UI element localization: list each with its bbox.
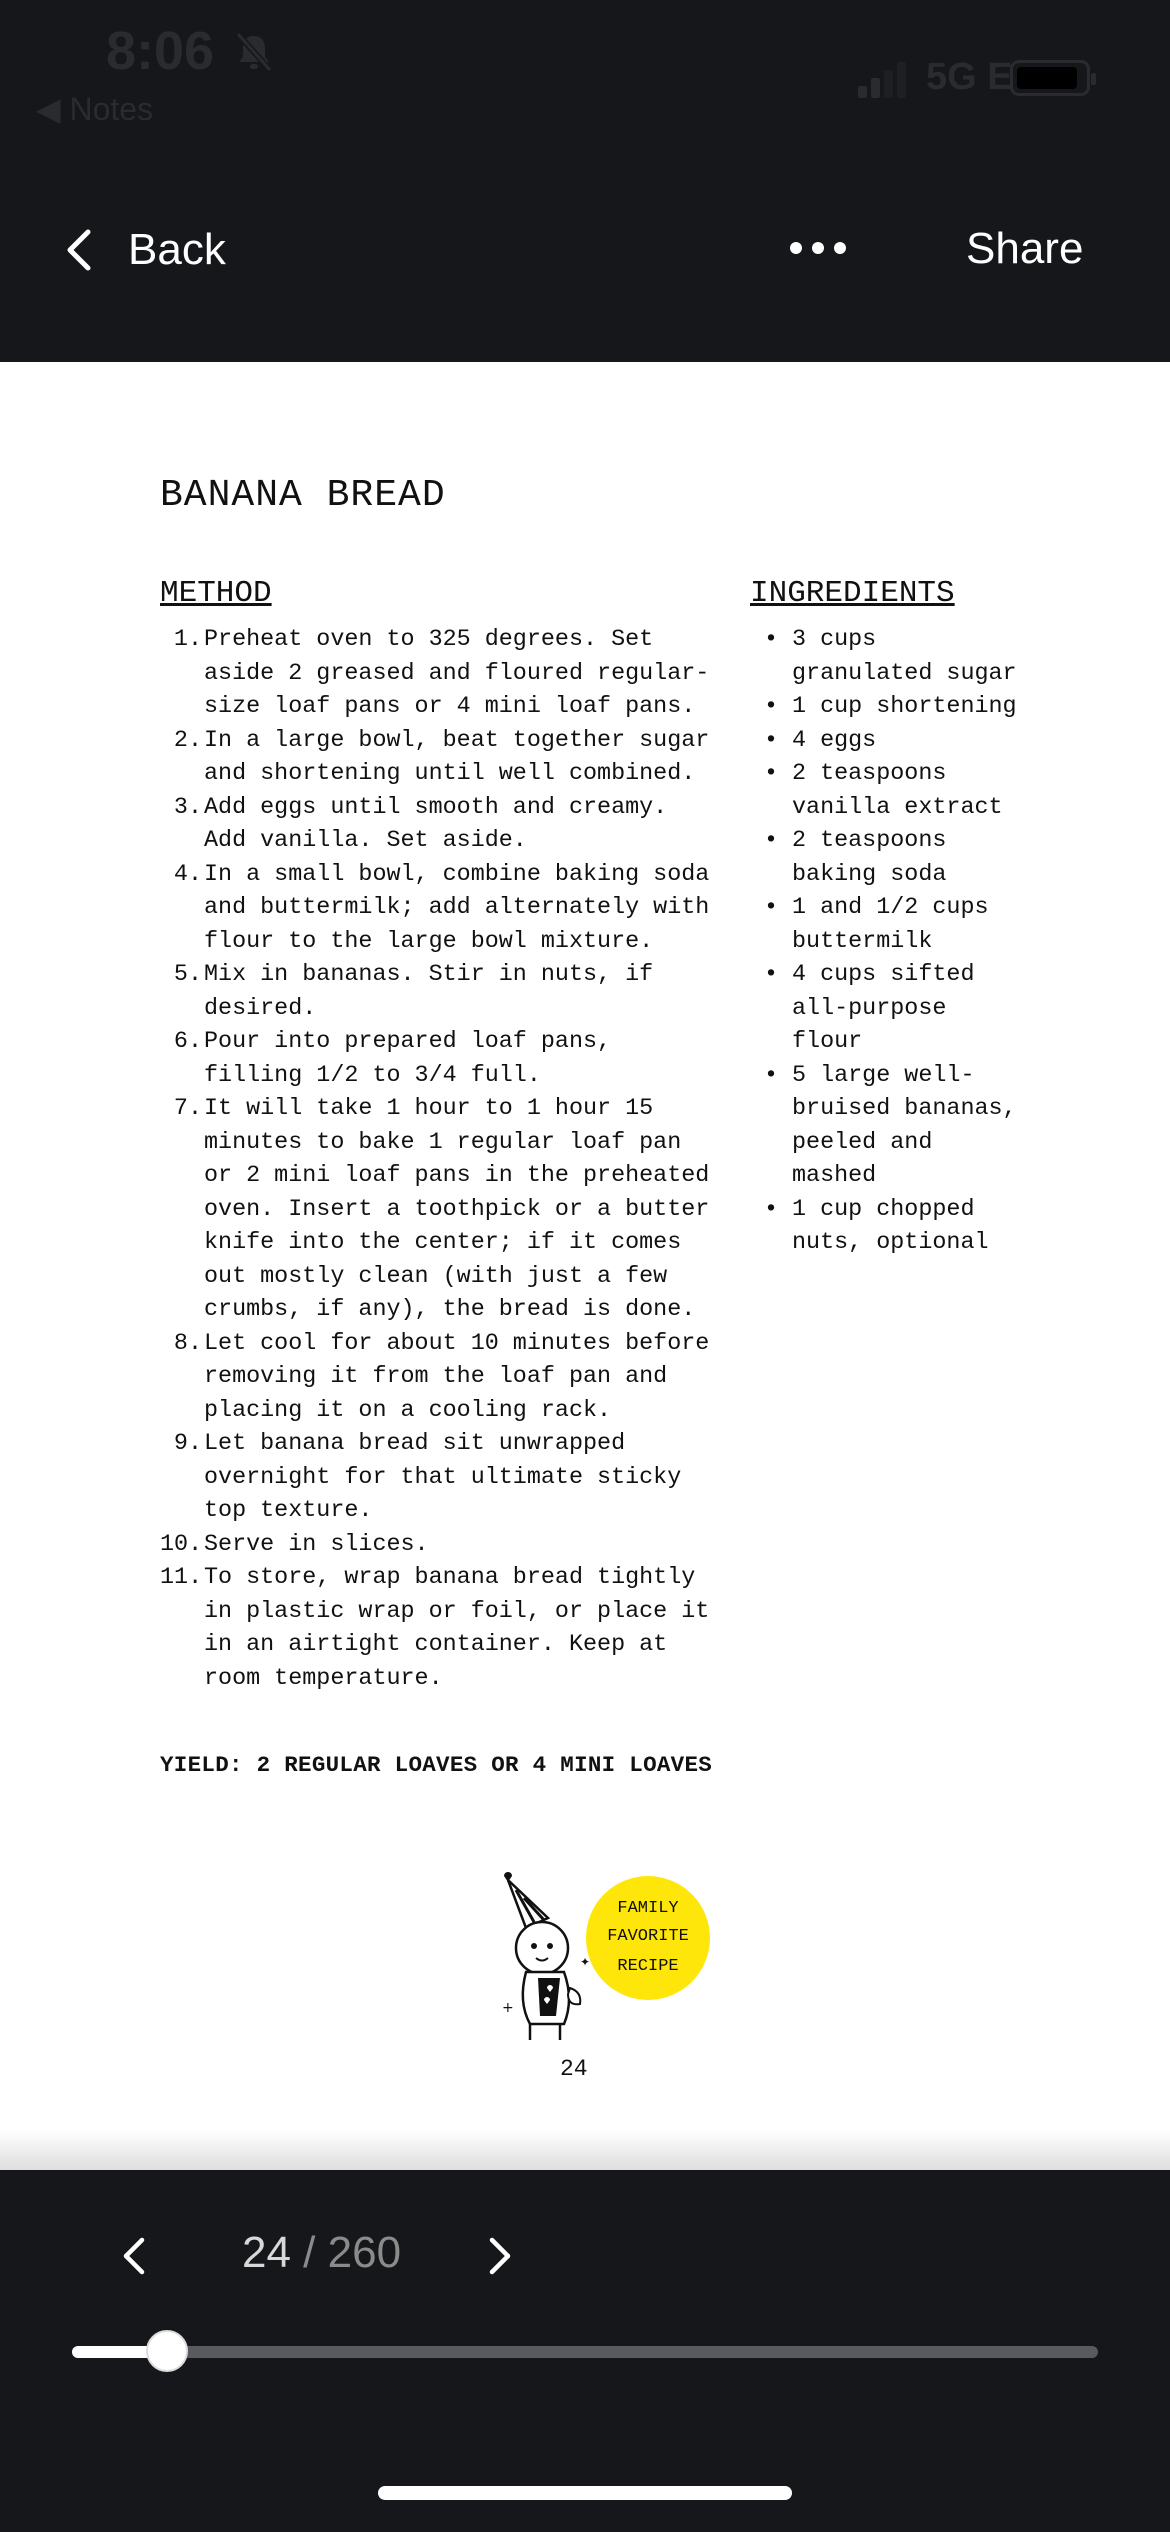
method-step xyxy=(160,725,720,792)
top-nav xyxy=(0,190,1170,310)
step-text-line: Preheat oven to 325 degrees. Set xyxy=(204,627,654,653)
method-list xyxy=(160,624,720,1696)
back-button[interactable] xyxy=(66,220,226,280)
back-label: Back xyxy=(128,225,226,274)
step-text-line: Add vanilla. Set aside. xyxy=(204,828,527,854)
badge-line-3: RECIPE xyxy=(617,1957,679,1976)
ingredient-text-line: • 2 teaspoons xyxy=(792,828,947,854)
page-counter xyxy=(242,2228,401,2278)
step-text-line: flour to the large bowl mixture. xyxy=(204,928,654,955)
ingredient-item xyxy=(750,758,1020,825)
step-text-line: desired. xyxy=(204,995,317,1022)
method-step xyxy=(160,792,720,859)
step-text-line: Let banana bread sit unwrapped xyxy=(204,1431,626,1457)
ingredient-text-line: • 1 and 1/2 cups xyxy=(792,895,989,921)
method-step xyxy=(160,1529,720,1563)
ingredient-item xyxy=(750,691,1020,725)
step-number: 10. xyxy=(160,1531,203,1558)
status-time: 8:06 xyxy=(106,21,215,81)
step-text-line: Add eggs until smooth and creamy. xyxy=(204,794,668,821)
step-text-line: minutes to bake 1 regular loaf pan xyxy=(204,1129,682,1156)
step-number: 7. xyxy=(173,1096,202,1122)
step-text-line: placing it on a cooling rack. xyxy=(204,1397,612,1424)
ingredient-item xyxy=(750,1194,1020,1261)
step-text-line: To store, wrap banana bread tightly xyxy=(204,1565,696,1591)
ingredients-list xyxy=(750,624,1020,1261)
step-text-line: In a small bowl, combine baking soda xyxy=(204,861,710,888)
family-favorite-badge xyxy=(586,1876,710,2000)
method-step xyxy=(160,624,720,725)
method-step xyxy=(160,1428,720,1529)
step-text-line: Mix in bananas. Stir in nuts, if xyxy=(204,962,654,988)
step-number: 4. xyxy=(173,861,202,888)
step-text-line: oven. Insert a toothpick or a butter xyxy=(204,1196,710,1223)
step-text-line: room temperature. xyxy=(204,1665,443,1692)
ingredient-text-line: bruised bananas, xyxy=(792,1096,1017,1122)
step-number: 8. xyxy=(173,1330,202,1357)
method-step xyxy=(160,959,720,1026)
step-number: 5. xyxy=(173,962,202,988)
step-text-line: crumbs, if any), the bread is done. xyxy=(204,1297,696,1323)
step-text-line: It will take 1 hour to 1 hour 15 xyxy=(204,1096,654,1122)
page-slider-track[interactable] xyxy=(72,2346,1098,2358)
page-separator: / xyxy=(290,2228,328,2277)
signal-icon xyxy=(856,60,916,100)
ingredient-text-line: nuts, optional xyxy=(792,1230,989,1256)
method-step xyxy=(160,1093,720,1328)
step-number: 3. xyxy=(173,794,202,821)
method-step xyxy=(160,859,720,960)
page-slider-thumb[interactable] xyxy=(146,2330,188,2372)
method-heading: METHOD xyxy=(160,576,272,611)
total-pages: 260 xyxy=(327,2228,402,2277)
ingredient-item xyxy=(750,1060,1020,1194)
page-shadow xyxy=(0,2130,1170,2170)
chevron-left-icon xyxy=(66,228,92,272)
ingredient-text-line: • 4 cups sifted xyxy=(792,962,975,988)
step-text-line: top texture. xyxy=(204,1498,373,1524)
svg-text:+: + xyxy=(502,2000,514,2016)
ingredient-text-line: • 2 teaspoons xyxy=(792,761,947,787)
step-text-line: in an airtight container. Keep at xyxy=(204,1632,668,1658)
battery-icon xyxy=(1010,60,1090,96)
step-text-line: out mostly clean (with just a few xyxy=(204,1263,668,1290)
svg-text:✦: ✦ xyxy=(580,1955,591,1969)
method-step xyxy=(160,1026,720,1093)
ingredient-text-line: • 1 cup shortening xyxy=(792,694,1017,720)
step-text-line: Serve in slices. xyxy=(204,1531,429,1558)
ingredient-text-line: baking soda xyxy=(792,861,947,888)
step-text-line: Let cool for about 10 minutes before xyxy=(204,1330,710,1357)
ingredient-item xyxy=(750,892,1020,959)
ingredient-item xyxy=(750,624,1020,691)
ingredient-text-line: • 1 cup chopped xyxy=(792,1196,975,1223)
badge-line-2: FAVORITE xyxy=(607,1927,689,1946)
step-number: 1. xyxy=(173,627,202,653)
step-number: 9. xyxy=(173,1431,202,1457)
ingredient-text-line: vanilla extract xyxy=(792,794,1003,821)
step-text-line: or 2 mini loaf pans in the preheated xyxy=(204,1163,710,1189)
ingredient-item xyxy=(750,725,1020,759)
ingredient-text-line: granulated sugar xyxy=(792,660,1017,687)
step-number: 11. xyxy=(160,1565,203,1591)
yield-text: YIELD: 2 REGULAR LOAVES OR 4 MINI LOAVES xyxy=(160,1752,713,1778)
step-text-line: In a large bowl, beat together sugar xyxy=(204,727,710,754)
document-page xyxy=(0,362,1170,2170)
page-number: 24 xyxy=(560,2056,588,2082)
step-text-line: size loaf pans or 4 mini loaf pans. xyxy=(204,694,696,720)
network-type: 5G E xyxy=(926,56,1013,98)
back-to-app-link[interactable]: ◀ Notes xyxy=(36,91,154,127)
step-text-line: filling 1/2 to 3/4 full. xyxy=(204,1062,541,1089)
status-bar xyxy=(0,0,1170,140)
step-text-line: and shortening until well combined. xyxy=(204,761,696,787)
share-button[interactable]: Share xyxy=(966,224,1084,273)
ingredient-text-line: • 3 cups xyxy=(792,627,877,653)
ingredient-item xyxy=(750,825,1020,892)
badge-line-1: FAMILY xyxy=(617,1899,679,1918)
ingredient-text-line: buttermilk xyxy=(792,928,933,955)
step-text-line: overnight for that ultimate sticky xyxy=(204,1464,682,1491)
home-indicator xyxy=(378,2486,792,2500)
ingredient-text-line: mashed xyxy=(792,1163,877,1189)
method-step xyxy=(160,1562,720,1696)
pager-bar xyxy=(0,2170,1170,2532)
ingredient-item xyxy=(750,959,1020,1060)
ingredient-text-line: flour xyxy=(792,1029,863,1055)
ingredient-text-line: peeled and xyxy=(792,1129,933,1156)
step-text-line: knife into the center; if it comes xyxy=(204,1230,682,1256)
recipe-title: BANANA BREAD xyxy=(160,474,446,517)
step-text-line: and buttermilk; add alternately with xyxy=(204,895,710,921)
step-text-line: removing it from the loaf pan and xyxy=(204,1364,668,1390)
step-number: 6. xyxy=(173,1029,202,1055)
ingredient-text-line: all-purpose xyxy=(792,995,947,1022)
ingredient-text-line: • 5 large well- xyxy=(792,1062,975,1089)
next-page-button[interactable] xyxy=(486,2234,516,2278)
more-options-icon[interactable] xyxy=(790,238,850,258)
previous-page-button[interactable] xyxy=(118,2234,148,2278)
ingredients-heading: INGREDIENTS xyxy=(750,576,955,611)
bell-muted-icon xyxy=(232,30,276,74)
current-page: 24 xyxy=(242,2228,291,2277)
step-text-line: in plastic wrap or foil, or place it xyxy=(204,1598,710,1625)
step-number: 2. xyxy=(173,727,202,754)
ingredient-text-line: • 4 eggs xyxy=(792,727,877,754)
step-text-line: Pour into prepared loaf pans, xyxy=(204,1029,612,1055)
step-text-line: aside 2 greased and floured regular- xyxy=(204,660,710,687)
method-step xyxy=(160,1328,720,1429)
